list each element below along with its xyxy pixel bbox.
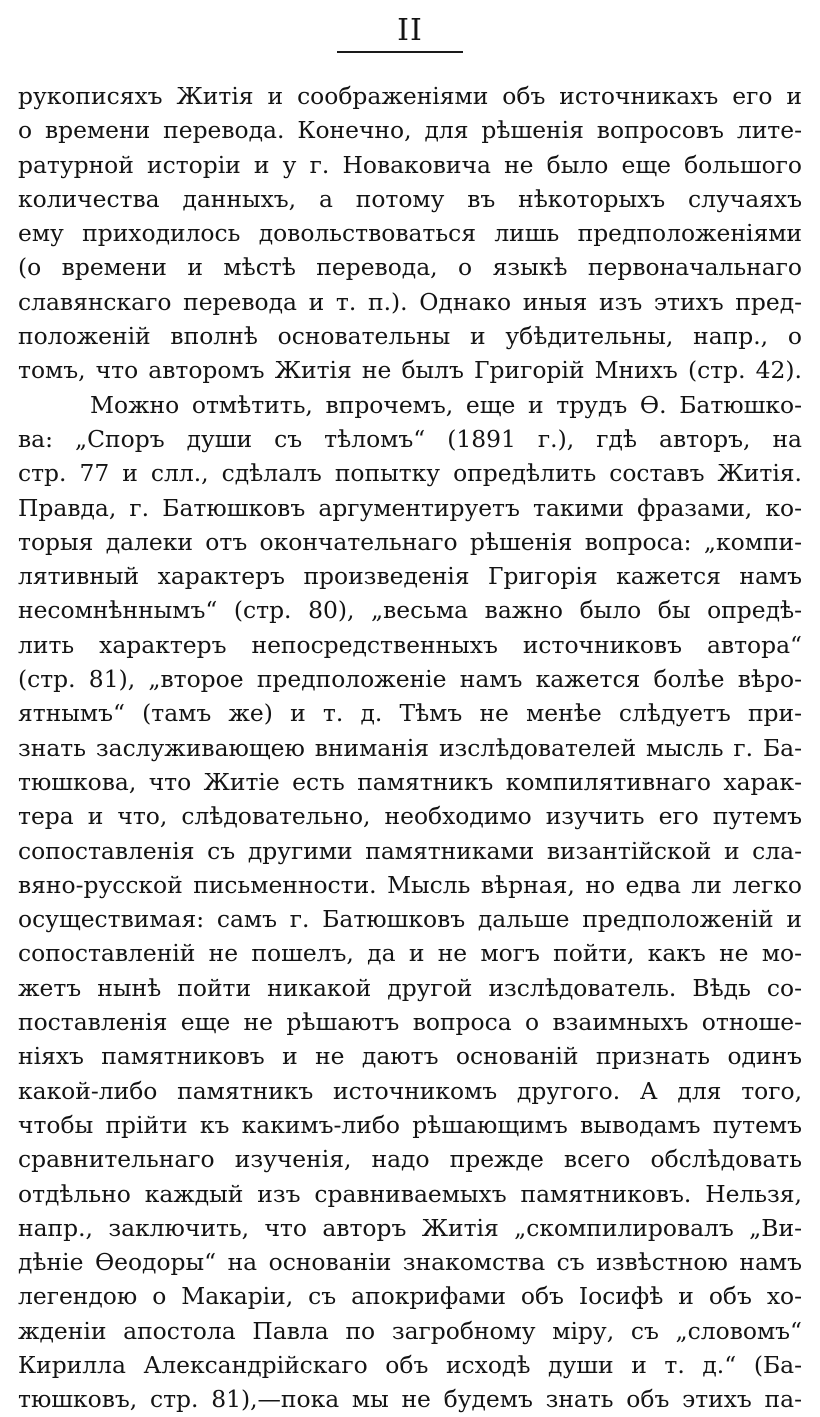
text-line: количества данныхъ, а потому въ нѣкоторыхъ случаяхъ <box>18 184 802 213</box>
text-line: жденіи апостола Павла по загробному міру, съ „словомъ“ <box>18 1316 802 1345</box>
text-line: несомнѣннымъ“ (стр. 80), „весьма важно было бы опредѣ- <box>18 596 802 625</box>
text-line: ратурной исторіи и у г. Новаковича не было еще большого <box>18 150 802 179</box>
text-line: вяно-русской письменности. Мысль вѣрная, но едва ли легко <box>18 870 802 899</box>
text-line: тера и что, слѣдовательно, необходимо изучить его путемъ <box>18 802 802 831</box>
text-line: стр. 77 и слл., сдѣлалъ попытку опредѣлить составъ Житія. <box>18 459 802 488</box>
text-line: ніяхъ памятниковъ и не даютъ основаній признать одинъ <box>18 1042 802 1071</box>
text-line: Правда, г. Батюшковъ аргументируетъ такими фразами, ко- <box>18 493 802 522</box>
text-line: тюшковъ, стр. 81),—пока мы не будемъ знать объ этихъ па- <box>18 1385 802 1414</box>
text-line: поставленія еще не рѣшаютъ вопроса о взаимныхъ отноше- <box>18 1008 802 1037</box>
text-line: ва: „Споръ души съ тѣломъ“ (1891 г.), гдѣ авторъ, на <box>18 424 802 453</box>
text-line: ему приходилось довольствоваться лишь предположеніями <box>18 219 802 248</box>
page-header <box>0 14 820 48</box>
text-line: сопоставленій не пошелъ, да и не могъ пойти, какъ не мо- <box>18 939 802 968</box>
text-line: лить характеръ непосредственныхъ источниковъ автора“ <box>18 630 802 659</box>
text-line: напр., заключить, что авторъ Житія „скомпилировалъ „Ви- <box>18 1213 802 1242</box>
paragraph-first-line: Можно отмѣтить, впрочемъ, еще и трудъ Ѳ. Батюшко- <box>90 390 802 419</box>
text-line: тюшкова, что Житіе есть памятникъ компилятивнаго харак- <box>18 767 802 796</box>
page-number: II <box>397 13 423 48</box>
text-line: сопоставленія съ другими памятниками византійской и сла- <box>18 836 802 865</box>
text-line: (стр. 81), „второе предположеніе намъ кажется болѣе вѣро- <box>18 665 802 694</box>
text-line: (о времени и мѣстѣ перевода, о языкѣ первоначальнаго <box>18 253 802 282</box>
text-line: славянскаго перевода и т. п.). Однако иныя изъ этихъ пред- <box>18 287 802 316</box>
text-line: жетъ нынѣ пойти никакой другой изслѣдователь. Вѣдь со- <box>18 973 802 1002</box>
text-line: осуществимая: самъ г. Батюшковъ дальше предположеній и <box>18 905 802 934</box>
text-line: торыя далеки отъ окончательнаго рѣшенія вопроса: „компи- <box>18 527 802 556</box>
text-line: легендою о Макаріи, съ апокрифами объ Іосифѣ и объ хо- <box>18 1282 802 1311</box>
text-line: рукописяхъ Житія и соображеніями объ источникахъ его и <box>18 82 802 110</box>
text-line: отдѣльно каждый изъ сравниваемыхъ памятниковъ. Нельзя, <box>18 1179 802 1208</box>
text-line: ятнымъ“ (тамъ же) и т. д. Тѣмъ не менѣе слѣдуетъ при- <box>18 699 802 728</box>
text-line: лятивный характеръ произведенія Григорія кажется намъ <box>18 562 802 591</box>
text-line: дѣніе Ѳеодоры“ на основаніи знакомства съ извѣстною намъ <box>18 1248 802 1277</box>
text-line: о времени перевода. Конечно, для рѣшенія вопросовъ лите- <box>18 116 802 145</box>
body-text <box>18 79 802 1417</box>
header-rule <box>337 51 463 53</box>
text-line: томъ, что авторомъ Житія не былъ Григорій Мнихъ (стр. 42). <box>18 356 802 385</box>
text-line: чтобы прійти къ какимъ-либо рѣшающимъ выводамъ путемъ <box>18 1110 802 1139</box>
text-line: знать заслуживающею вниманія изслѣдователей мысль г. Ба- <box>18 733 802 762</box>
text-line: какой-либо памятникъ источникомъ другого. А для того, <box>18 1076 802 1105</box>
text-line: Кирилла Александрійскаго объ исходѣ души и т. д.“ (Ба- <box>18 1350 802 1379</box>
text-line: положеній вполнѣ основательны и убѣдительны, напр., о <box>18 322 802 351</box>
text-line: сравнительнаго изученія, надо прежде всего обслѣдовать <box>18 1145 802 1174</box>
